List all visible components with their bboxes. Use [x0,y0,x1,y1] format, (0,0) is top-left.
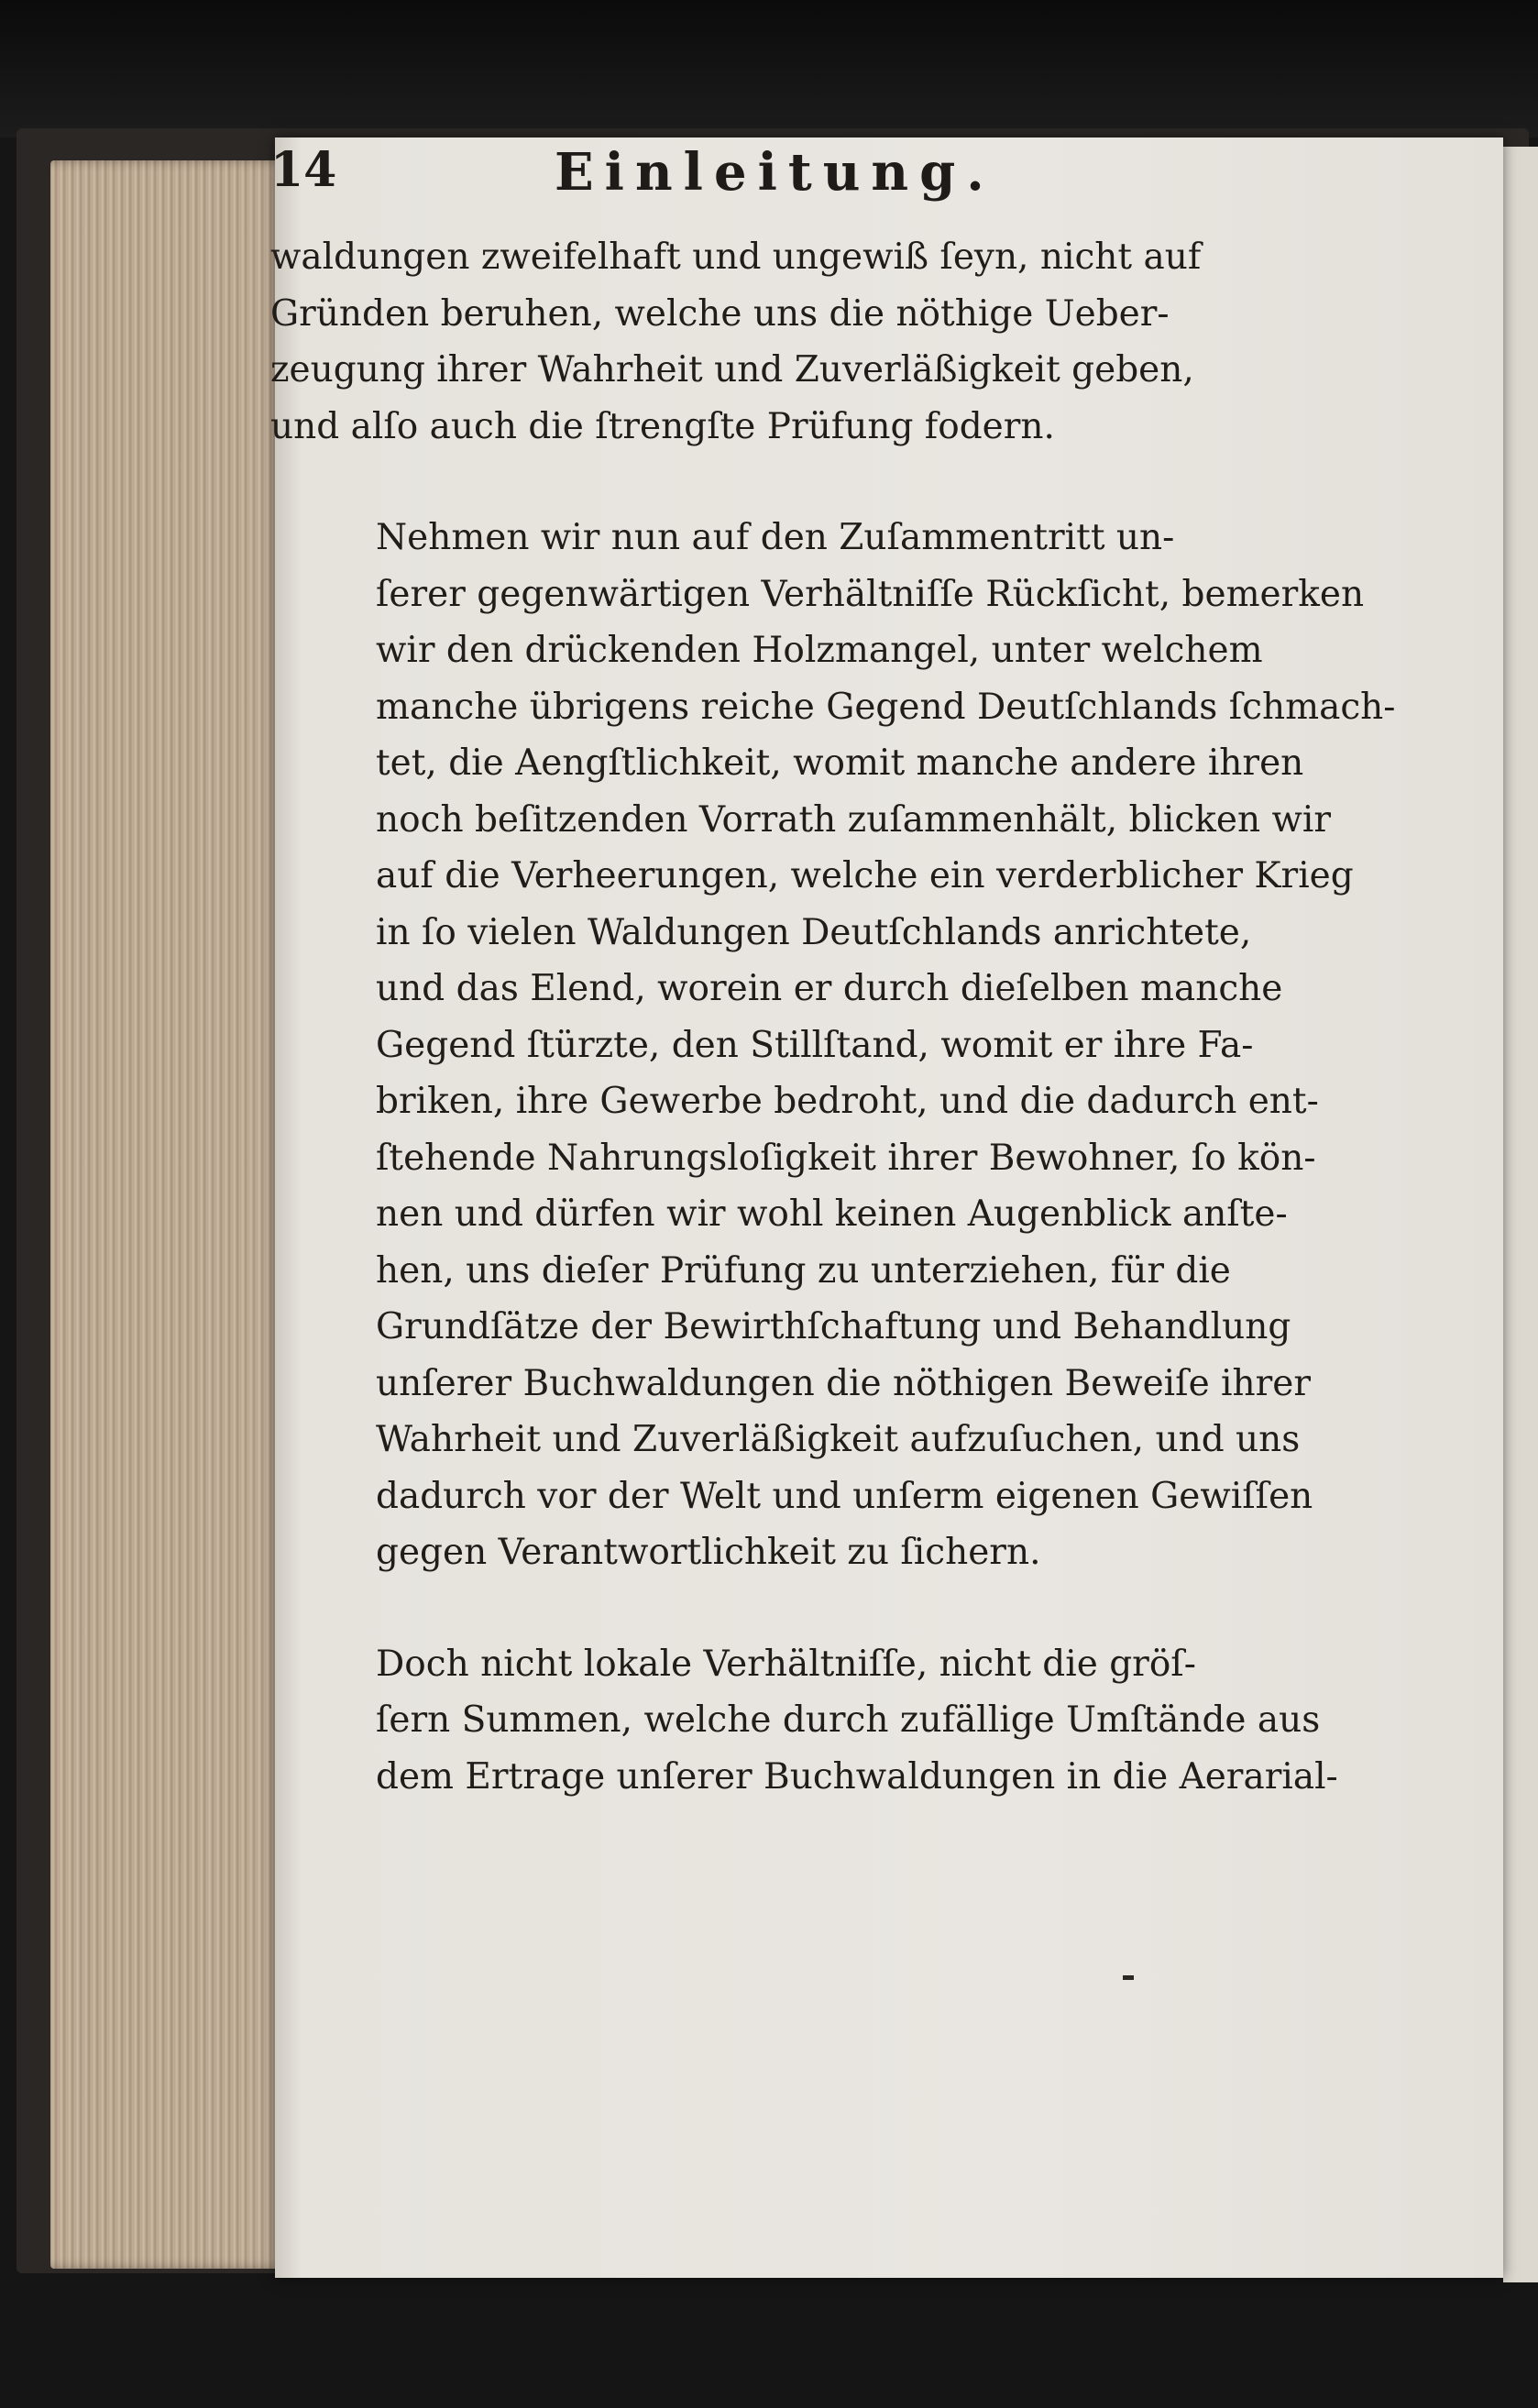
text-line: unſerer Buchwaldungen die nöthigen Beweiſe ihrer [376,1362,1311,1404]
text-line: briken, ihre Gewerbe bedroht, und die dadurch ent- [376,1081,1319,1122]
text-line: dem Ertrage unſerer Buchwaldungen in die Aerarial- [376,1755,1338,1798]
text-line: und alſo auch die ſtrengſte Prüfung fodern. [270,405,1055,447]
paragraph [270,510,1396,1581]
text-line: ſerer gegenwärtigen Verhältniſſe Rückſicht, bemerken [376,573,1365,615]
paragraph [270,229,1202,455]
text-line: ſern Summen, welche durch zufällige Umſtände aus [376,1699,1321,1741]
text-line: dadurch vor der Welt und unſerm eigenen Gewiſſen [376,1475,1313,1517]
text-line: auf die Verheerungen, welche ein verderblicher Krieg [376,855,1354,896]
text-line: gegen Verantwortlichkeit zu ſichern. [376,1532,1041,1573]
text-line: in ſo vielen Waldungen Deutſchlands anrichtete, [376,911,1252,953]
paragraph [270,1636,1338,1806]
text-line: Nehmen wir nun auf den Zuſammentritt un- [376,517,1175,558]
text-line: ſtehende Nahrungsloſigkeit ihrer Bewohner, ſo kön- [376,1137,1316,1179]
text-line: manche übrigens reiche Gegend Deutſchlands ſchmach- [376,686,1396,728]
page-number: 14 [270,142,337,198]
facing-page-edge [1503,147,1538,2282]
text-line: hen, uns dieſer Prüfung zu unterziehen, für die [376,1249,1231,1292]
ink-speck [1123,1975,1134,1980]
text-line: und das Elend, worein er durch dieſelben manche [376,968,1283,1009]
text-line: Gründen beruhen, welche uns die nöthige Ueber- [270,292,1170,335]
text-line: tet, die Aengſtlichkeit, womit manche andere ihren [376,742,1304,784]
page-edges [50,160,289,2269]
paragraph-gap [270,455,1187,510]
text-line: waldungen zweifelhaft und ungewiß ſeyn, nicht auf [270,236,1202,278]
text-line: Wahrheit und Zuverläßigkeit aufzuſuchen, und uns [376,1419,1301,1460]
backdrop [0,0,1538,137]
paragraph-gap [270,1581,1187,1636]
text-line: Gegend ſtürzte, den Stillſtand, womit er ihre Fa- [376,1024,1254,1066]
text-line: nen und dürfen wir wohl keinen Augenblick anſte- [376,1193,1288,1235]
text-line: Doch nicht lokale Verhältniſſe, nicht die gröſ- [376,1643,1196,1685]
running-head: Einleitung. [555,142,995,203]
text-line: Grundſätze der Bewirthſchaftung und Behandlung [376,1306,1291,1347]
page-header [270,142,1205,225]
body-text [270,229,1396,1805]
text-line: wir den drückenden Holzmangel, unter welchem [376,630,1263,671]
text-line: noch beſitzenden Vorrath zuſammenhält, blicken wir [376,798,1331,841]
text-line: zeugung ihrer Wahrheit und Zuverläßigkeit geben, [270,349,1194,390]
